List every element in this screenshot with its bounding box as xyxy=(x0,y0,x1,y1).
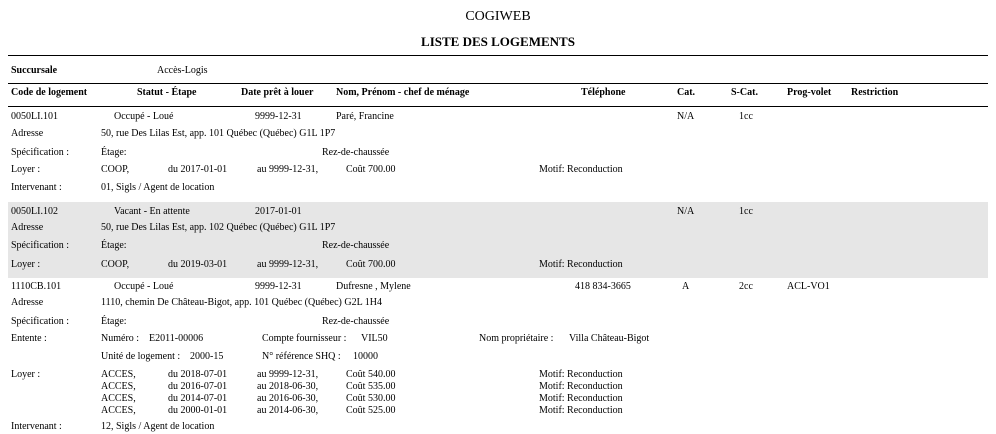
etage-label: Étage: xyxy=(101,240,127,251)
intervenant-label: Intervenant : xyxy=(11,421,62,432)
entente-unite: 2000-15 xyxy=(190,351,224,362)
unit-cat: N/A xyxy=(677,206,695,217)
loyer-au: au 9999-12-31, xyxy=(257,164,319,175)
unit-intervenant: 12, Sigls / Agent de location xyxy=(101,421,215,432)
loyer-motif: Motif: Reconduction xyxy=(539,393,623,404)
unit-statut: Occupé - Loué xyxy=(114,111,174,122)
loyer-cout: Coût 530.00 xyxy=(346,393,396,404)
unit-date: 9999-12-31 xyxy=(255,281,302,292)
loyer-type: ACCES, xyxy=(101,369,136,380)
entente-numero: E2011-00006 xyxy=(149,333,204,344)
loyer-au: au 2016-06-30, xyxy=(257,393,319,404)
succursale-label: Succursale xyxy=(11,65,58,76)
etage-label: Étage: xyxy=(101,147,127,158)
etage-value: Rez-de-chaussée xyxy=(322,316,390,327)
loyer-motif: Motif: Reconduction xyxy=(539,164,623,175)
loyer-cout: Coût 525.00 xyxy=(346,405,396,416)
succursale-value: Accès-Logis xyxy=(157,65,208,76)
entente-compte: VIL50 xyxy=(361,333,388,344)
unite-label: Unité de logement : xyxy=(101,351,181,362)
loyer-cout: Coût 700.00 xyxy=(346,259,396,270)
shq-label: N° référence SHQ : xyxy=(262,351,341,362)
succursale-rule xyxy=(8,83,988,84)
loyer-du: du 2000-01-01 xyxy=(168,405,228,416)
col-restriction: Restriction xyxy=(851,87,899,98)
specification-label: Spécification : xyxy=(11,316,70,327)
loyer-au: au 2014-06-30, xyxy=(257,405,319,416)
loyer-cout: Coût 700.00 xyxy=(346,164,396,175)
unit-date: 2017-01-01 xyxy=(255,206,302,217)
loyer-au: au 9999-12-31, xyxy=(257,369,319,380)
header-rule xyxy=(8,106,988,107)
unit-adresse: 1110, chemin De Château-Bigot, app. 101 Québec (Québec) G2L 1H4 xyxy=(101,297,383,308)
intervenant-label: Intervenant : xyxy=(11,182,62,193)
etage-value: Rez-de-chaussée xyxy=(322,147,390,158)
loyer-type: ACCES, xyxy=(101,405,136,416)
compte-label: Compte fournisseur : xyxy=(262,333,347,344)
col-prog-volet: Prog-volet xyxy=(787,87,832,98)
proprio-label: Nom propriétaire : xyxy=(479,333,554,344)
entente-shq: 10000 xyxy=(353,351,378,362)
col-statut: Statut - Étape xyxy=(137,87,197,98)
entente-label: Entente : xyxy=(11,333,47,344)
loyer-du: du 2019-03-01 xyxy=(168,259,228,270)
unit-code: 0050LI.101 xyxy=(11,111,58,122)
specification-label: Spécification : xyxy=(11,147,70,158)
unit-scat: 2cc xyxy=(739,281,753,292)
unit-scat: 1cc xyxy=(739,111,753,122)
loyer-motif: Motif: Reconduction xyxy=(539,369,623,380)
etage-label: Étage: xyxy=(101,316,127,327)
loyer-du: du 2017-01-01 xyxy=(168,164,228,175)
unit-code: 0050LI.102 xyxy=(11,206,58,217)
loyer-au: au 2018-06-30, xyxy=(257,381,319,392)
col-scat: S-Cat. xyxy=(731,87,758,98)
unit-telephone: 418 834-3665 xyxy=(575,281,631,292)
loyer-label: Loyer : xyxy=(11,164,41,175)
report-org: COGIWEB xyxy=(465,9,531,24)
unit-intervenant: 01, Sigls / Agent de location xyxy=(101,182,215,193)
unit-statut: Occupé - Loué xyxy=(114,281,174,292)
loyer-au: au 9999-12-31, xyxy=(257,259,319,270)
unit-scat: 1cc xyxy=(739,206,753,217)
adresse-label: Adresse xyxy=(11,222,44,233)
specification-label: Spécification : xyxy=(11,240,70,251)
loyer-type: ACCES, xyxy=(101,381,136,392)
numero-label: Numéro : xyxy=(101,333,140,344)
loyer-type: COOP, xyxy=(101,259,130,270)
col-code: Code de logement xyxy=(11,87,88,98)
report-title: LISTE DES LOGEMENTS xyxy=(421,34,575,49)
loyer-type: COOP, xyxy=(101,164,130,175)
loyer-label: Loyer : xyxy=(11,259,41,270)
unit-prog-volet: ACL-VO1 xyxy=(787,281,830,292)
unit-cat: N/A xyxy=(677,111,695,122)
unit-adresse: 50, rue Des Lilas Est, app. 102 Québec (Québec) G1L 1P7 xyxy=(101,222,336,233)
adresse-label: Adresse xyxy=(11,128,44,139)
entente-proprio: Villa Château-Bigot xyxy=(569,333,650,344)
etage-value: Rez-de-chaussée xyxy=(322,240,390,251)
title-rule xyxy=(8,55,988,56)
unit-nom: Paré, Francine xyxy=(336,111,394,122)
adresse-label: Adresse xyxy=(11,297,44,308)
loyer-motif: Motif: Reconduction xyxy=(539,405,623,416)
unit-adresse: 50, rue Des Lilas Est, app. 101 Québec (Québec) G1L 1P7 xyxy=(101,128,336,139)
loyer-motif: Motif: Reconduction xyxy=(539,259,623,270)
loyer-du: du 2018-07-01 xyxy=(168,369,228,380)
col-nom: Nom, Prénom - chef de ménage xyxy=(336,87,470,98)
col-date: Date prêt à louer xyxy=(241,87,314,98)
loyer-label: Loyer : xyxy=(11,369,41,380)
loyer-cout: Coût 535.00 xyxy=(346,381,396,392)
col-cat: Cat. xyxy=(677,87,696,98)
unit-cat: A xyxy=(682,281,690,292)
loyer-type: ACCES, xyxy=(101,393,136,404)
unit-date: 9999-12-31 xyxy=(255,111,302,122)
loyer-du: du 2016-07-01 xyxy=(168,381,228,392)
loyer-motif: Motif: Reconduction xyxy=(539,381,623,392)
unit-code: 1110CB.101 xyxy=(11,281,62,292)
unit-nom: Dufresne , Mylene xyxy=(336,281,411,292)
loyer-cout: Coût 540.00 xyxy=(346,369,396,380)
col-telephone: Téléphone xyxy=(581,87,626,98)
unit-statut: Vacant - En attente xyxy=(114,206,190,217)
loyer-du: du 2014-07-01 xyxy=(168,393,228,404)
